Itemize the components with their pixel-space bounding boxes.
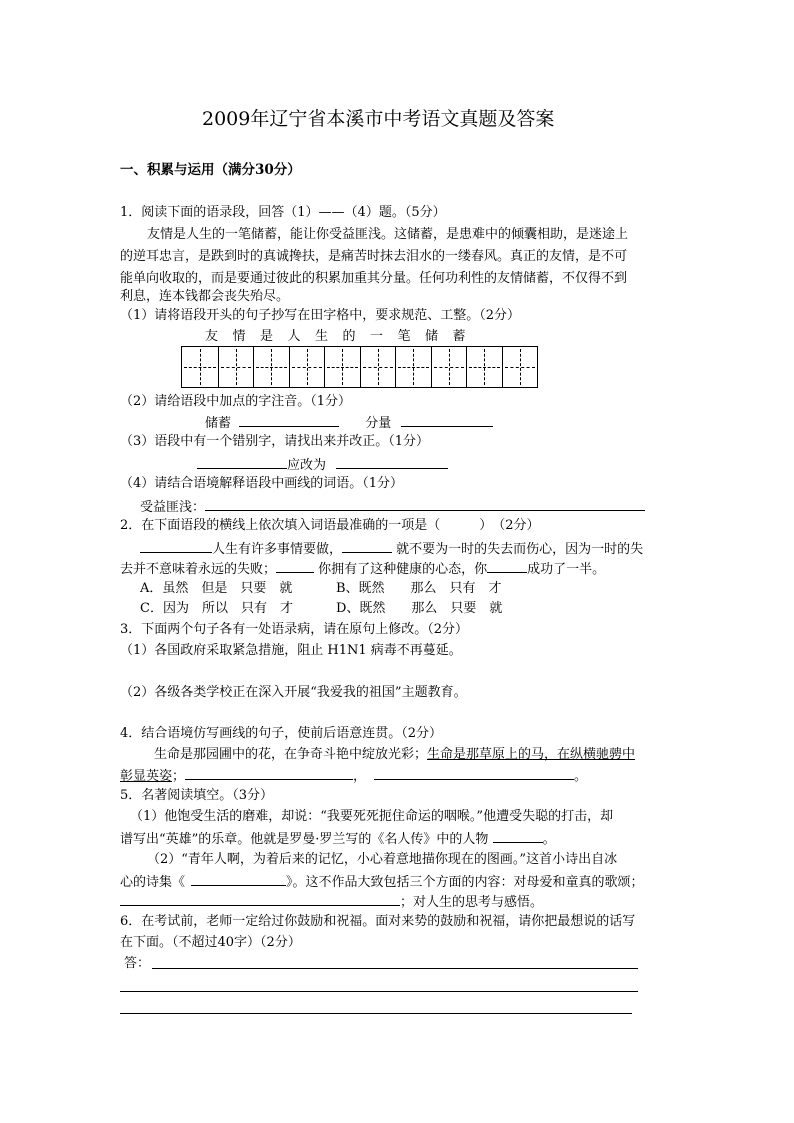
answer-line-3[interactable]: [120, 1013, 632, 1014]
wrong-char-blank[interactable]: [197, 454, 287, 469]
q4-text: ；: [172, 769, 186, 784]
imitation-blank-1[interactable]: [185, 765, 353, 780]
q4-line: [154, 745, 635, 765]
q1-sub2-answers: [205, 412, 493, 434]
q4-underlined-text: 生命是那草原上的马，在纵横驰骋中: [427, 747, 636, 762]
q5-text: 。: [542, 832, 556, 847]
q3-sentence-1: （1）各国政府采取紧急措施，阻止 H1N1 病毒不再蔓延。: [120, 643, 462, 658]
q5-blank-2[interactable]: [191, 871, 286, 886]
grid-cell[interactable]: [289, 347, 325, 387]
q6-stem: 6．在考试前，老师一定给过你鼓励和祝福。面对来势的鼓励和祝福，请你把最想说的话写: [120, 914, 636, 929]
option-d[interactable]: D、既然 那么 只要 就: [336, 601, 503, 616]
q5-text: 谱写出“英雄”的乐章。他就是罗曼·罗兰写的《名人传》中的人物: [120, 832, 489, 847]
grid-cell[interactable]: [502, 347, 538, 387]
fill-blank-1[interactable]: [140, 538, 212, 553]
q5-line: （2）“青年人啊，为着后来的记忆，小心着意地描你现在的图画。”这首小诗出自冰: [147, 852, 618, 867]
grid-cell[interactable]: [253, 347, 289, 387]
q6-stem: 在下面。（不超过40字）（2分）: [120, 935, 301, 950]
q1-stem: 1．阅读下面的语录段，回答（1）——（4）题。（5分）: [120, 205, 446, 220]
answer-line-2[interactable]: [120, 991, 638, 992]
answer-label: 答：: [124, 956, 151, 971]
grid-cell[interactable]: [218, 347, 254, 387]
q5-line: [120, 891, 543, 913]
q2-text: 成功了一半。: [527, 562, 606, 577]
fill-blank-2[interactable]: [342, 538, 392, 553]
q1-sub1: （1）请将语段开头的句子抄写在田字格中，要求规范、工整。（2分）: [120, 308, 521, 323]
explain-blank[interactable]: [205, 496, 645, 511]
grid-cell[interactable]: [324, 347, 360, 387]
q4-text: 生命是那园圃中的花，在争奇斗艳中绽放光彩；: [154, 747, 428, 762]
q4-underlined-text: 彰显英姿: [120, 769, 173, 784]
q5-stem: 5．名著阅读填空。（3分）: [120, 788, 274, 803]
grid-cell[interactable]: [466, 347, 502, 387]
page-title: 2009年辽宁省本溪市中考语文真题及答案: [202, 108, 555, 130]
q4-stem: 4．结合语境仿写画线的句子，使前后语意连贯。（2分）: [120, 726, 443, 741]
q4-line: [120, 765, 587, 787]
q1-sub3: （3）语段中有一个错别字，请找出来并改正。（1分）: [120, 434, 430, 449]
q2-line: [120, 558, 605, 580]
q5-line: [120, 828, 556, 850]
option-b[interactable]: B、既然 那么 只有 才: [336, 581, 502, 596]
fill-blank-4[interactable]: [487, 558, 527, 573]
q5-blank-1[interactable]: [493, 828, 543, 843]
correction-label: 应改为: [287, 458, 327, 473]
pinyin-word-1: 储蓄: [205, 416, 232, 431]
correct-char-blank[interactable]: [336, 454, 448, 469]
q2-text: 去并不意味着永远的失败；: [120, 562, 277, 577]
pinyin-word-2: 分量: [365, 416, 392, 431]
q2-stem: 2．在下面语段的横线上依次填入词语最准确的一项是（ ） （2分）: [120, 518, 540, 533]
pinyin-blank-2[interactable]: [401, 412, 493, 427]
answer-line-1[interactable]: [152, 968, 638, 969]
q2-text: 人生有许多事情要做，: [212, 542, 343, 557]
tianzige-grid[interactable]: [181, 346, 538, 388]
grid-cell[interactable]: [182, 347, 218, 387]
q3-sentence-2: （2）各级各类学校正在深入开展“我爱我的祖国”主题教育。: [120, 685, 467, 700]
term-label: 受益匪浅：: [140, 500, 206, 515]
q5-text: 心的诗集《: [120, 875, 186, 890]
q5-text: 》。这不作品大致包括三个方面的内容：对母爱和童真的歌颂；: [286, 875, 644, 890]
grid-cell[interactable]: [395, 347, 431, 387]
q1-para-line: 的逆耳忠言，是跌到时的真诚搀扶，是痛苦时抹去泪水的一缕春风。真正的友情，是不可: [120, 249, 628, 264]
q1-sub2: （2）请给语段中加点的字注音。（1分）: [120, 394, 352, 409]
q5-blank-3[interactable]: [120, 891, 400, 906]
q5-text: ；对人生的思考与感悟。: [400, 895, 544, 910]
q4-text: 。: [574, 769, 588, 784]
grid-cell[interactable]: [431, 347, 467, 387]
q4-text: ，: [353, 769, 367, 784]
q5-line: （1）他饱受生活的磨难，却说：“我要死死扼住命运的咽喉。”他遭受失聪的打击，却: [130, 809, 614, 824]
imitation-blank-2[interactable]: [374, 765, 574, 780]
q1-sub4: （4）请结合语境解释语段中画线的词语。（1分）: [120, 476, 404, 491]
pinyin-blank-1[interactable]: [239, 412, 339, 427]
grid-guide-text: 友情是人生的一笔储蓄: [205, 329, 481, 344]
q2-text: 你拥有了这种健康的心态，你: [318, 562, 488, 577]
q3-stem: 3．下面两个句子各有一处语录病，请在原句上修改。（2分）: [120, 622, 469, 637]
q5-line: [120, 871, 644, 893]
q1-para-line: 利息，连本钱都会丧失殆尽。: [120, 289, 290, 304]
q1-sub4-answer: [140, 496, 645, 518]
q2-text: 就不要为一时的失去而伤心，因为一时的失: [396, 542, 644, 557]
q1-para-line: 能单向收取的，而是要通过彼此的积累加重其分量。任何功利性的友情储蓄，不仅得不到: [120, 271, 628, 286]
grid-cell[interactable]: [360, 347, 396, 387]
section-heading: 一、积累与运用（满分30分）: [120, 162, 301, 178]
fill-blank-3[interactable]: [276, 558, 314, 573]
option-c[interactable]: C．因为 所以 只有 才: [140, 601, 293, 616]
option-a[interactable]: A．虽然 但是 只要 就: [140, 581, 293, 596]
q2-line: [140, 538, 643, 560]
q1-para-line: 友情是人生的一笔储蓄，能让你受益匪浅。这储蓄，是患难中的倾囊相助，是迷途上: [147, 227, 629, 242]
q1-sub3-answers: [197, 454, 448, 476]
